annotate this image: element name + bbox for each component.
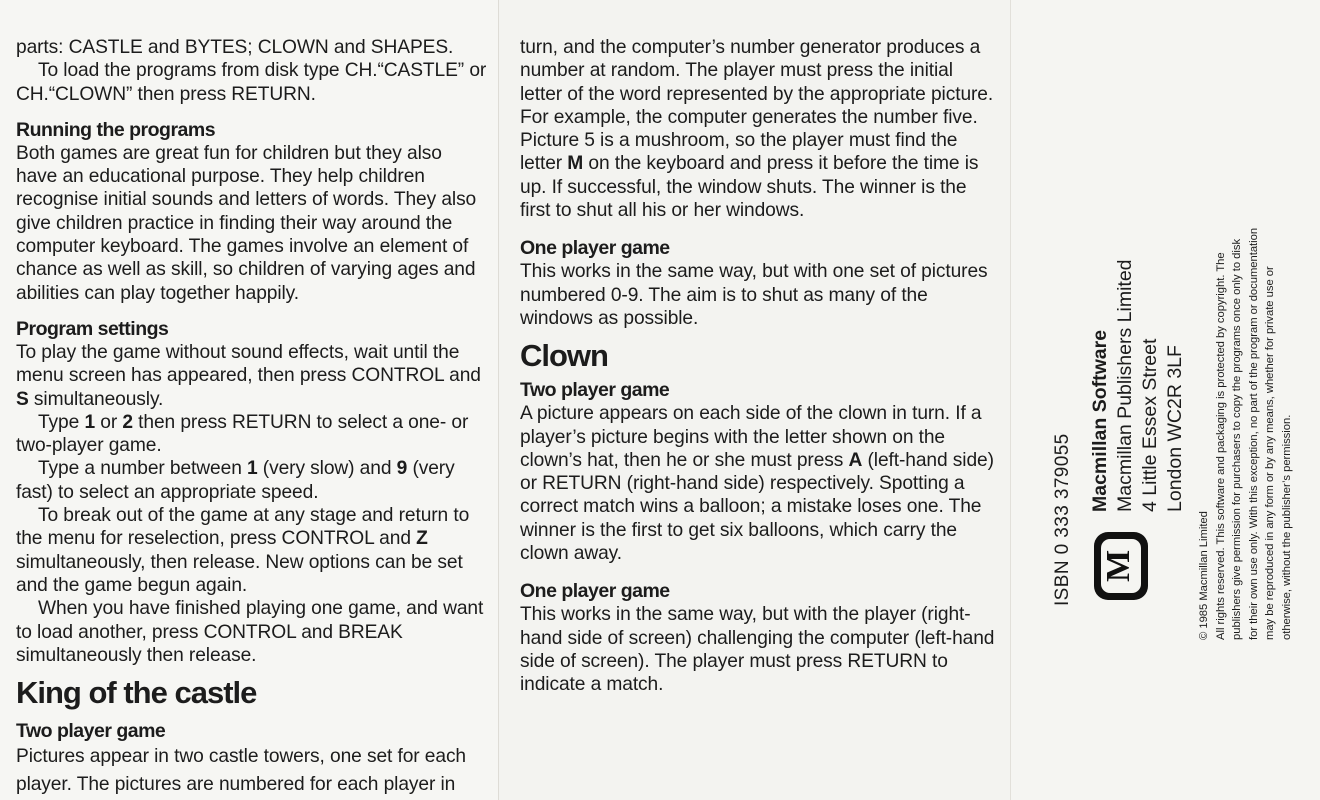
key-z: Z [416, 528, 428, 550]
castle-heading: King of the castle [16, 675, 257, 711]
copyright-line-5: may be reproduced in any form or by any means, whether for private use or [1264, 266, 1276, 640]
castle-one-player-heading: One player game [520, 237, 670, 260]
address-line-2: London WC2R 3LF [1164, 345, 1186, 512]
publisher-brand: Macmillan Software [1089, 329, 1111, 512]
copyright-line-2: All rights reserved. This software and packaging is protected by copyright. The [1214, 252, 1227, 640]
key-1: 1 [84, 411, 96, 433]
copyright-line-4: for their own use only. With this exception, no part of the program or documentation [1247, 227, 1260, 640]
key-s: S [16, 388, 29, 410]
publisher-name: Macmillan Publishers Limited [1114, 259, 1136, 512]
settings-paragraph-1: To play the game without sound effects, wait until the menu screen has appeared, then press CONTROL and S simultaneously. [16, 341, 481, 410]
intro-line: parts: CASTLE and BYTES; CLOWN and SHAPES. [16, 37, 454, 58]
castle-continued-text: turn, and the computer’s number generator produces a number at random. The player must press the initial letter of the word represented by the appropriate picture. For example, the computer generates the number five. Picture 5 is a mushroom, so the player must find the letter M on the keyboard and press it before the time is up. If successful, the window shuts. The winner is the first to shut all his or her windows. [520, 37, 994, 222]
clown-one-player-text: This works in the same way, but with the player (right-hand side of screen) challenging the computer (left-hand side of screen). The player must press RETURN to indicate a match. [520, 604, 995, 696]
copyright-line-3: publishers give permission for purchasers to copy the programs once only to disk [1231, 238, 1243, 640]
key-m: M [567, 153, 584, 175]
logo-letter: M [1100, 549, 1137, 583]
settings-heading: Program settings [16, 317, 169, 340]
publisher-block [1088, 259, 1188, 512]
settings-paragraph-4: To break out of the game at any stage and return to the menu for reselection, press CONTROL and Z simultaneously, then release. New options can be set and the game begun again. [16, 505, 470, 596]
key-2: 2 [122, 411, 133, 433]
load-instructions: To load the programs from disk type CH.“CASTLE” or CH.“CLOWN” then press RETURN. [16, 60, 487, 105]
key-1-slow: 1 [247, 458, 258, 480]
isbn: ISBN 0 333 379055 [1052, 433, 1073, 606]
castle-two-player-text: Pictures appear in two castle towers, one set for each player. The pictures are numbered for each player in [16, 746, 467, 796]
key-9-fast: 9 [396, 458, 408, 480]
copyright-line-6: otherwise, without the publisher’s permission. [1280, 414, 1293, 640]
copyright-notice [1196, 228, 1295, 640]
left-column [0, 0, 498, 800]
key-a: A [848, 449, 863, 471]
settings-paragraph-2: Type 1 or 2 then press RETURN to select a one- or two-player game. [16, 411, 469, 457]
castle-one-player-text: This works in the same way, but with one set of pictures numbered 0-9. The aim is to shut as many of the windows as possible. [520, 261, 988, 329]
address-line-1: 4 Little Essex Street [1139, 338, 1161, 512]
castle-two-player-heading: Two player game [16, 720, 166, 743]
macmillan-logo-icon [1092, 530, 1150, 602]
clown-two-player-text: A picture appears on each side of the clown in turn. If a player’s picture begins with the letter shown on the clown’s hat, then he or she must press A (left-hand side) or RETURN (right-hand side) respectively. Spotting a correct match wins a balloon; a mistake loses one. The winner is the first to get six balloons, which carry the clown away. [520, 403, 994, 565]
clown-heading: Clown [520, 338, 608, 374]
clown-two-player-heading: Two player game [520, 379, 670, 402]
running-heading: Running the programs [16, 118, 216, 141]
settings-paragraph-5: When you have finished playing one game, and want to load another, press CONTROL and BREAK simultaneously then release. [16, 598, 484, 666]
running-text: Both games are great fun for children but they also have an educational purpose. They help children recognise initial sounds and letters of words. They also give children practice in finding their way around the computer keyboard. The games involve an element of chance as well as skill, so children of varying ages and abilities can play together happily. [16, 142, 477, 304]
copyright-line-1: © 1985 Macmillan Limited [1198, 511, 1210, 640]
settings-paragraph-3: Type a number between 1 (very slow) and 9 (very fast) to select an appropriate speed. [16, 458, 455, 503]
clown-one-player-heading: One player game [520, 580, 670, 603]
middle-column [498, 0, 1010, 800]
